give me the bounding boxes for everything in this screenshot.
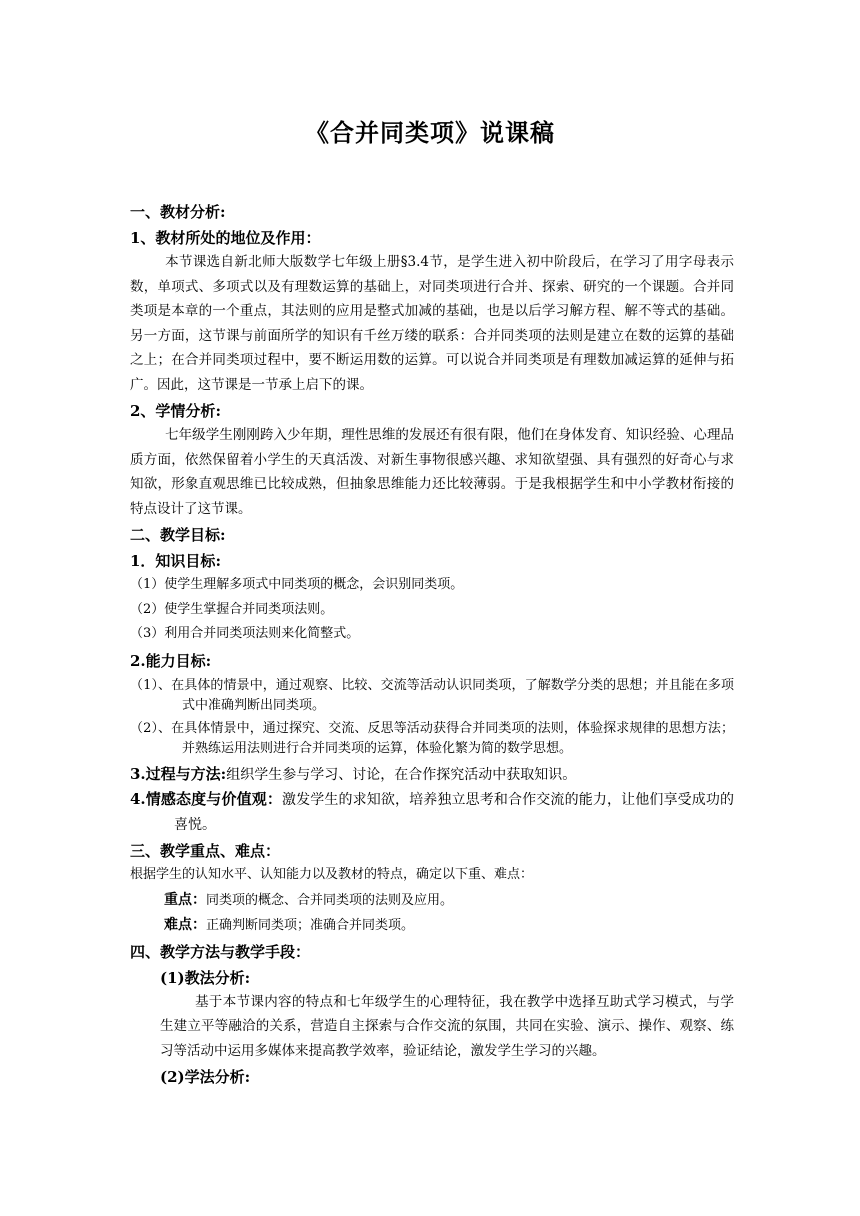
- emotion-values-text: 激发学生的求知欲，培养独立思考和合作交流的能力，让他们享受成功的喜悦。: [174, 792, 734, 833]
- difficult-point-line: [130, 913, 734, 938]
- paragraph-teaching-method: 基于本节课内容的特点和七年级学生的心理特征，我在教学中选择互助式学习模式，与学生建立平等融洽的关系，营造自主探索与合作交流的氛围，共同在实验、演示、操作、观察、练习等活动中运用多媒体来提高教学效率，验证结论，激发学生学习的兴趣。: [160, 993, 734, 1059]
- list-item: （3）利用合并同类项法则来化简整式。: [130, 626, 360, 641]
- process-method-label: 3.过程与方法:: [130, 764, 227, 783]
- list-item: （1）、在具体的情景中，通过观察、比较、交流等活动认识同类项，了解数学分类的思想；并且能在多项式中准确判断出同类项。: [130, 677, 734, 713]
- emotion-values-line: [130, 787, 734, 837]
- difficult-point-label: 难点：: [164, 916, 206, 933]
- paragraph-position-role: 本节课选自新北师大版数学七年级上册§3.4节，是学生进入初中阶段后，在学习了用字母表示数，单项式、多项式以及有理数运算的基础上，对同类项进行合并、探索、研究的一个课题。合并同类项是本章的一个重点，其法则的应用是整式加减的基础，也是以后学习解方程、解不等式的基础。另一方面，这节课与前面所学的知识有千丝万缕的联系：合并同类项的法则是建立在数的运算的基础之上；在合并同类项过程中，要不断运用数的运算。可以说合并同类项是有理数加减运算的延伸与拓广。因此，这节课是一节承上启下的课。: [130, 254, 734, 393]
- subheading-ability-goals: 2.能力目标:: [130, 651, 212, 670]
- emotion-values-label: 4.情感态度与价值观：: [130, 790, 282, 808]
- paragraph-key-intro: 根据学生的认知水平、认知能力以及教材的特点，确定以下重、难点：: [130, 867, 534, 882]
- section-heading-material-analysis: 一、教材分析:: [130, 203, 226, 221]
- subheading-teaching-method: (1)教法分析:: [160, 968, 251, 987]
- difficult-point-text: 正确判断同类项；准确合并同类项。: [206, 917, 415, 933]
- key-point-text: 同类项的概念、合并同类项的法则及应用。: [206, 892, 454, 908]
- key-point-label: 重点：: [164, 891, 206, 908]
- list-item: （1）使学生理解多项式中同类项的概念，会识别同类项。: [130, 577, 464, 592]
- subheading-knowledge-goals: 1．知识目标:: [130, 552, 221, 570]
- process-method-line: [130, 762, 734, 788]
- section-heading-methods: 四、教学方法与教学手段：: [130, 942, 311, 961]
- key-point-line: [130, 888, 734, 913]
- process-method-text: 组织学生参与学习、讨论，在合作探究活动中获取知识。: [226, 766, 577, 783]
- document-body: [130, 198, 734, 1089]
- subheading-position-role: 1、教材所处的地位及作用：: [130, 229, 321, 247]
- subheading-student-analysis: 2、学情分析:: [130, 402, 221, 420]
- page-title: 《合并同类项》说课稿: [305, 118, 555, 147]
- list-item: （2）、在具体情景中，通过探究、交流、反思等活动获得合并同类项的法则，体验探求规律的思想方法；并熟练运用法则进行合并同类项的运算，体验化繁为简的数学思想。: [130, 720, 734, 756]
- subheading-learning-method: (2)学法分析:: [160, 1068, 251, 1086]
- paragraph-student-analysis: 七年级学生刚刚跨入少年期，理性思维的发展还有很有限，他们在身体发育、知识经验、心理品质方面，依然保留着小学生的天真活泼、对新生事物很感兴趣、求知欲望强、具有强烈的好奇心与求知欲，形象直观思维已比较成熟，但抽象思维能力还比较薄弱。于是我根据学生和中小学教材衔接的特点设计了这节课。: [130, 427, 734, 517]
- section-heading-key-difficult: 三、教学重点、难点：: [130, 842, 281, 860]
- section-heading-teaching-goals: 二、教学目标:: [130, 526, 226, 544]
- list-item: （2）使学生掌握合并同类项法则。: [130, 601, 334, 617]
